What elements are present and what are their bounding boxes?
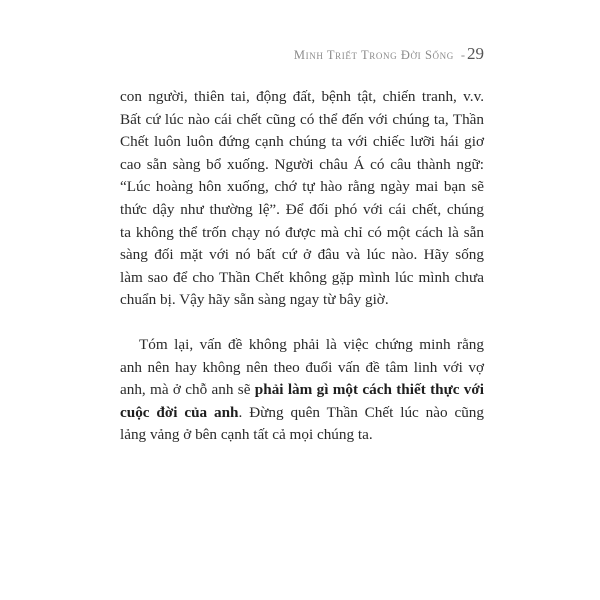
text-line <box>120 379 484 402</box>
text-line: thức dậy như thường lệ”. Để đối phó với cái chết, chúng <box>120 200 484 218</box>
plain-text: anh, mà ở chỗ anh sẽ <box>120 381 251 399</box>
text-line: ta không thể trốn chạy nó được mà chỉ có một cách là sẵn <box>120 223 484 241</box>
running-header <box>294 44 484 64</box>
text-line: làm sao để cho Thần Chết không gặp mình lúc mình chưa <box>120 268 484 286</box>
body-text <box>120 86 484 447</box>
plain-text: . Đừng quên Thần Chết lúc nào cũng <box>238 403 484 421</box>
page-number: 29 <box>467 44 484 63</box>
paragraph-1 <box>120 86 484 312</box>
paragraph-2 <box>120 334 484 447</box>
text-line: Tóm lại, vấn đề không phải là việc chứng minh rằng <box>139 335 484 353</box>
text-line: cao sẵn sàng bổ xuống. Người châu Á có câu thành ngữ: <box>120 155 484 173</box>
bold-emphasis: phải làm gì một cách thiết thực với <box>254 381 484 399</box>
paragraph-gap <box>120 312 484 334</box>
text-line: chuẩn bị. Vậy hãy sẵn sàng ngay từ bây giờ. <box>120 291 389 309</box>
text-line: con người, thiên tai, động đất, bệnh tật, chiến tranh, v.v. <box>120 88 484 105</box>
bold-emphasis: cuộc đời của anh <box>120 403 239 421</box>
text-line: lảng vảng ở bên cạnh tất cả mọi chúng ta. <box>120 426 373 444</box>
book-title-header: Minh Triết Trong Đời Sống <box>293 48 454 62</box>
header-separator: - <box>460 48 465 62</box>
text-line: sàng đối mặt với nó bất cứ ở đâu và lúc nào. Hãy sống <box>120 246 484 264</box>
text-line: anh nên hay không nên theo đuổi vấn đề tâm linh với vợ <box>120 358 484 376</box>
text-line: “Lúc hoàng hôn xuống, chớ tự hào rằng ngày mai bạn sẽ <box>120 178 484 196</box>
text-line: Chết luôn luôn đứng cạnh chúng ta với chiếc lưỡi hái giơ <box>120 133 484 151</box>
text-line <box>120 402 484 425</box>
text-line: Bất cứ lúc nào cái chết cũng có thể đến với chúng ta, Thần <box>120 110 484 128</box>
